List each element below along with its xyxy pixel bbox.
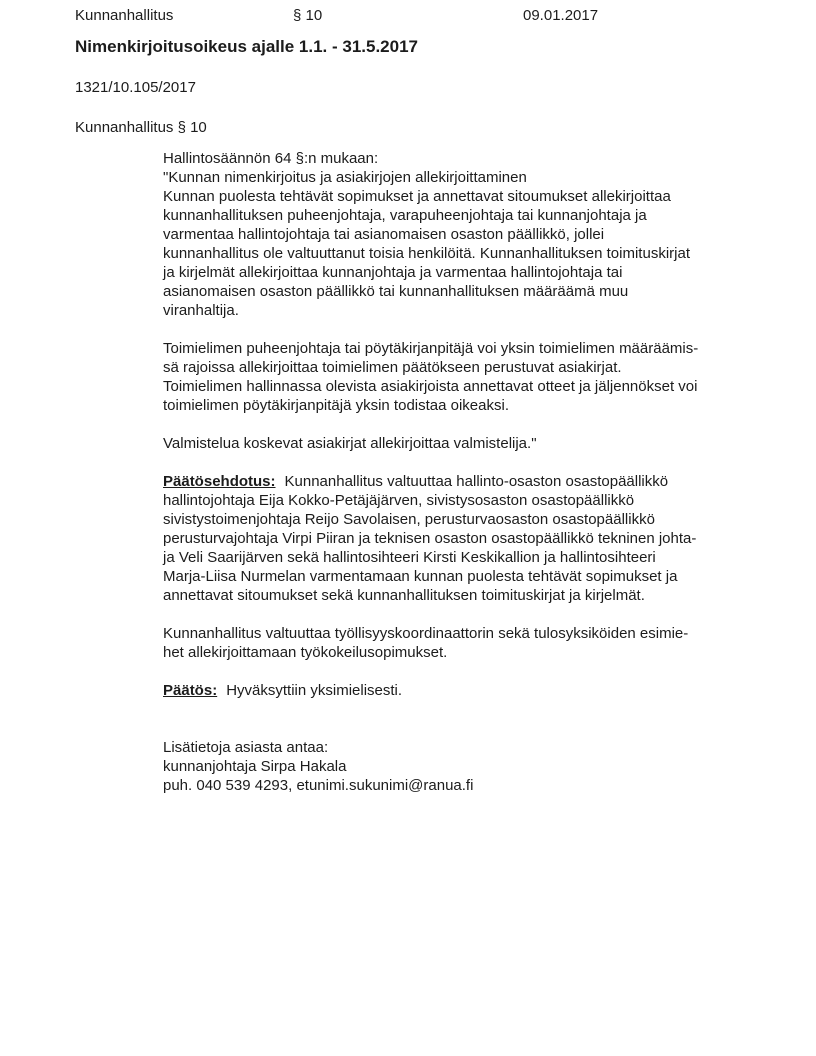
document-body	[163, 149, 788, 795]
header-committee: Kunnanhallitus	[75, 7, 174, 24]
body-paragraph-decision-proposal-continued	[163, 624, 788, 662]
text-line: Marja-Liisa Nurmelan varmentamaan kunnan puolesta tehtävät sopimukset ja	[163, 568, 678, 585]
body-paragraph-regulation-quote	[163, 339, 788, 415]
decision-label: Päätös:	[163, 682, 218, 699]
text-line: Toimielimen puheenjohtaja tai pöytäkirjanpitäjä voi yksin toimielimen määräämis-	[163, 340, 699, 357]
text-line: asianomaisen osaston päällikkö tai kunnanhallituksen määräämä muu	[163, 283, 629, 300]
text-line: het allekirjoittamaan työkokeilusopimukset.	[163, 644, 448, 661]
contact-phone-email-line: puh. 040 539 4293, etunimi.sukunimi@ranua.fi	[163, 777, 474, 794]
body-paragraph-decision-proposal	[163, 472, 788, 605]
text-line: hallintojohtaja Eija Kokko-Petäjäjärven, sivistysosaston osastopäällikkö	[163, 492, 635, 509]
committee-section-reference: Kunnanhallitus § 10	[75, 119, 207, 136]
body-paragraph-decision	[163, 681, 788, 700]
text-line: Valmistelua koskevat asiakirjat allekirjoittaa valmistelija."	[163, 435, 537, 452]
text-line: sä rajoissa allekirjoittaa toimielimen päätökseen perustuvat asiakirjat.	[163, 359, 622, 376]
text-line: Hallintosäännön 64 §:n mukaan:	[163, 150, 379, 167]
text-line: varmentaa hallintojohtaja tai asianomaisen osaston päällikkö, jollei	[163, 226, 605, 243]
text-line: sivistystoimenjohtaja Reijo Savolaisen, perusturvaosaston osastopäällikkö	[163, 511, 655, 528]
text-line: Kunnanhallitus valtuuttaa työllisyyskoordinaattorin sekä tulosyksiköiden esimie-	[163, 625, 689, 642]
text-line: Toimielimen hallinnassa olevista asiakirjoista annettavat otteet ja jäljennökset voi	[163, 378, 698, 395]
contact-person-line: kunnanjohtaja Sirpa Hakala	[163, 758, 347, 775]
text-line: kunnanhallituksen puheenjohtaja, varapuheenjohtaja tai kunnanjohtaja ja	[163, 207, 647, 224]
text-line: Kunnanhallitus valtuuttaa hallinto-osaston osastopäällikkö	[284, 473, 669, 490]
case-number: 1321/10.105/2017	[75, 79, 196, 96]
header-section-number: § 10	[293, 7, 323, 24]
text-line: "Kunnan nimenkirjoitus ja asiakirjojen allekirjoittaminen	[163, 169, 527, 186]
contact-info	[163, 738, 788, 795]
body-paragraph-regulation-quote	[163, 434, 788, 453]
text-line: Kunnan puolesta tehtävät sopimukset ja annettavat sitoumukset allekirjoittaa	[163, 188, 671, 205]
text-line: kunnanhallitus ole valtuuttanut toisia henkilöitä. Kunnanhallituksen toimituskirjat	[163, 245, 690, 262]
text-line: Hyväksyttiin yksimielisesti.	[226, 682, 403, 699]
body-paragraph-regulation-quote	[163, 149, 788, 320]
page-title: Nimenkirjoitusoikeus ajalle 1.1. - 31.5.2017	[75, 37, 419, 56]
text-line: ja kirjelmät allekirjoittaa kunnanjohtaja ja varmentaa hallintojohtaja tai	[163, 264, 623, 281]
header-date: 09.01.2017	[523, 7, 599, 24]
contact-intro-line: Lisätietoja asiasta antaa:	[163, 739, 329, 756]
text-line: viranhaltija.	[163, 302, 239, 319]
decision-proposal-label: Päätösehdotus:	[163, 473, 276, 490]
text-line: toimielimen pöytäkirjanpitäjä yksin todistaa oikeaksi.	[163, 397, 509, 414]
text-line: annettavat sitoumukset sekä kunnanhallituksen toimituskirjat ja kirjelmät.	[163, 587, 645, 604]
text-line: perusturvajohtaja Virpi Piiran ja teknisen osaston osastopäällikkö tekninen johta-	[163, 530, 697, 547]
text-line: ja Veli Saarijärven sekä hallintosihteeri Kirsti Keskikallion ja hallintosihteeri	[163, 549, 656, 566]
